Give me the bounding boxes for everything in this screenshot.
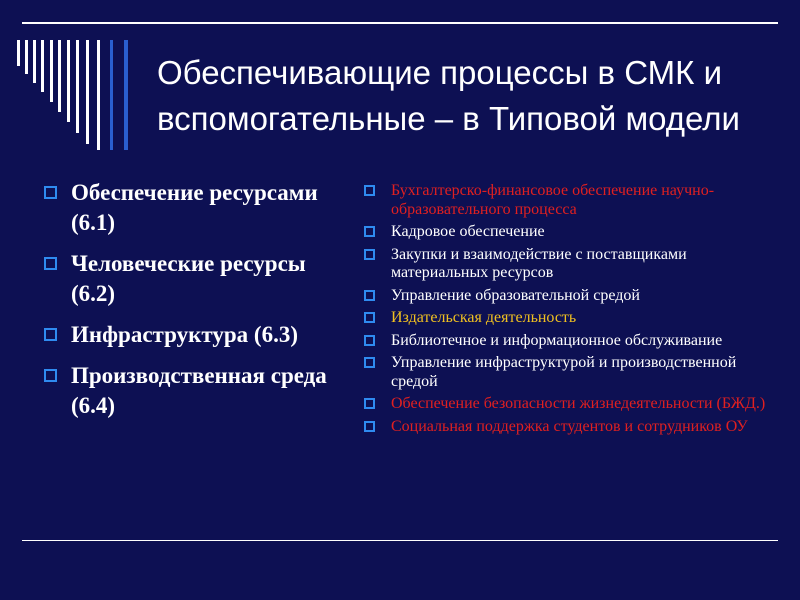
list-item — [362, 309, 777, 328]
list-item-label: Человеческие ресурсы (6.2) — [71, 251, 306, 306]
decorative-stripe — [17, 40, 20, 66]
list-item — [42, 178, 332, 238]
slide-title: Обеспечивающие процессы в СМК и вспомогательные – в Типовой модели — [157, 54, 740, 137]
list-item — [362, 182, 777, 219]
list-item-label: Бухгалтерско-финансовое обеспечение научно-образовательного процесса — [391, 182, 715, 218]
decorative-stripe — [25, 40, 28, 74]
decorative-stripe — [58, 40, 61, 112]
square-bullet-icon — [44, 257, 57, 270]
list-item — [42, 361, 332, 421]
decorative-stripe — [124, 40, 128, 150]
list-item — [362, 418, 777, 437]
list-item — [362, 395, 777, 414]
list-item-label: Обеспечение безопасности жизнедеятельности (БЖД.) — [391, 395, 766, 412]
decorative-stripe — [33, 40, 36, 83]
square-bullet-icon — [44, 328, 57, 341]
list-item-label: Управление образовательной средой — [391, 286, 640, 304]
list-item-label: Производственная среда (6.4) — [71, 363, 327, 418]
list-item-label: Инфраструктура (6.3) — [71, 322, 298, 347]
square-bullet-icon — [364, 290, 375, 301]
list-item-label: Закупки и взаимодействие с поставщиками материальных ресурсов — [391, 245, 687, 281]
list-item — [42, 249, 332, 309]
square-bullet-icon — [364, 421, 375, 432]
square-bullet-icon — [364, 249, 375, 260]
decorative-stripe — [76, 40, 79, 133]
list-item — [362, 246, 777, 283]
list-item — [42, 320, 332, 350]
list-item — [362, 354, 777, 391]
square-bullet-icon — [364, 335, 375, 346]
decorative-stripe — [41, 40, 44, 92]
list-item-label: Управление инфраструктурой и производственной средой — [391, 354, 737, 390]
decorative-stripe — [110, 40, 113, 150]
decorative-stripe — [86, 40, 89, 144]
square-bullet-icon — [364, 312, 375, 323]
square-bullet-icon — [364, 185, 375, 196]
square-bullet-icon — [364, 357, 375, 368]
list-item-label: Социальная поддержка студентов и сотрудников ОУ — [391, 417, 748, 435]
square-bullet-icon — [44, 369, 57, 382]
left-bullet-list — [42, 178, 332, 432]
square-bullet-icon — [364, 226, 375, 237]
list-item — [362, 287, 777, 306]
list-item-label: Издательская деятельность — [391, 309, 577, 326]
decorative-stripes — [0, 0, 140, 150]
list-item — [362, 223, 777, 242]
list-item-label: Кадровое обеспечение — [391, 223, 545, 240]
list-item-label: Библиотечное и информационное обслуживание — [391, 331, 723, 349]
decorative-stripe — [67, 40, 70, 122]
decorative-stripe — [50, 40, 53, 102]
list-item — [362, 332, 777, 351]
decorative-stripe — [97, 40, 100, 150]
square-bullet-icon — [44, 186, 57, 199]
square-bullet-icon — [364, 398, 375, 409]
right-bullet-list — [362, 182, 777, 440]
list-item-label: Обеспечение ресурсами (6.1) — [71, 180, 318, 235]
bottom-divider-line — [22, 540, 778, 541]
